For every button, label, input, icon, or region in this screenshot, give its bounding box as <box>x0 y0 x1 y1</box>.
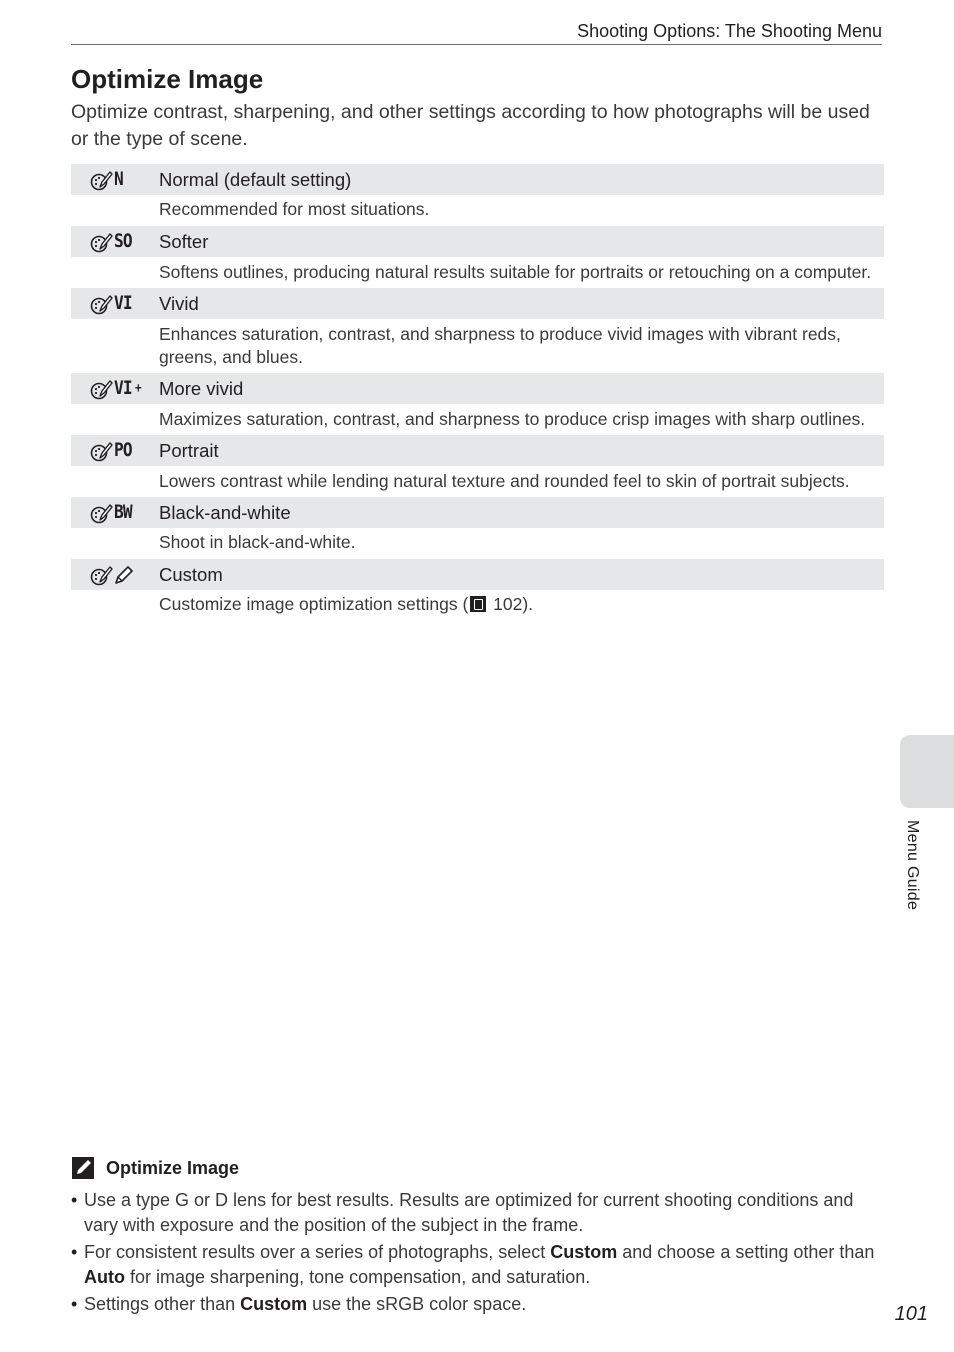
option-name: Vivid <box>159 293 199 314</box>
option-icon <box>89 226 135 257</box>
side-tab-label: Menu Guide <box>904 820 921 911</box>
note-bullet <box>71 1188 886 1238</box>
option-code: VI <box>114 292 132 314</box>
option-description-text: Maximizes saturation, contrast, and sharpness to produce crisp images with sharp outlines. <box>159 409 866 429</box>
option-description-text: Lowers contrast while lending natural texture and rounded feel to skin of portrait subjects. <box>159 471 850 491</box>
option-description <box>71 466 884 497</box>
option-code: SO <box>114 230 132 252</box>
option-description <box>71 528 884 559</box>
option-code: VI <box>114 377 132 399</box>
note-bold-term: Custom <box>240 1294 308 1314</box>
option-icon <box>89 373 142 404</box>
running-header <box>71 18 882 45</box>
option-description <box>71 257 884 288</box>
option-description-tail: 102). <box>488 594 534 614</box>
option-description-text: Customize image optimization settings ( <box>159 594 469 614</box>
page-title: Optimize Image <box>71 64 264 94</box>
note-bullet <box>71 1292 886 1317</box>
option-description-text: Softens outlines, producing natural results suitable for portraits or retouching on a computer. <box>159 262 872 282</box>
option-description-text: Enhances saturation, contrast, and sharpness to produce vivid images with vibrant reds, greens, and blues. <box>159 324 841 367</box>
note-text: For consistent results over a series of photographs, select <box>84 1242 551 1262</box>
pencil-color-icon <box>89 293 113 315</box>
intro-paragraph: Optimize contrast, sharpening, and other settings according to how photographs will be used or the type of scene. <box>71 101 870 150</box>
pencil-color-icon <box>89 502 113 524</box>
option-row-6 <box>71 559 884 590</box>
option-name: More vivid <box>159 378 244 399</box>
pencil-color-icon <box>89 564 113 586</box>
option-row-3 <box>71 373 884 404</box>
note-text: Settings other than <box>84 1294 241 1314</box>
option-description <box>71 404 884 435</box>
option-code: PO <box>114 439 132 461</box>
option-row-2 <box>71 288 884 319</box>
note-text: Use a type G or D lens for best results. Results are optimized for current shooting conditions and vary with exposure and the position of the subject in the frame. <box>84 1190 854 1235</box>
note-bold-term: Auto <box>84 1267 125 1287</box>
option-row-1 <box>71 226 884 257</box>
custom-pencil-icon <box>113 564 135 586</box>
option-description <box>71 319 884 373</box>
option-name: Portrait <box>159 440 219 461</box>
option-code: BW <box>114 501 132 523</box>
note-text: for image sharpening, tone compensation, and saturation. <box>124 1267 591 1287</box>
page-number: 101 <box>894 1303 928 1325</box>
option-description <box>71 195 884 226</box>
option-row-4 <box>71 435 884 466</box>
pencil-color-icon <box>89 378 113 400</box>
note-pencil-icon <box>71 1156 95 1180</box>
option-description-text: Shoot in black-and-white. <box>159 532 356 552</box>
option-name: Softer <box>159 231 209 252</box>
note-text: and choose a setting other than <box>617 1242 875 1262</box>
pencil-color-icon <box>89 440 113 462</box>
note-heading <box>71 1153 239 1183</box>
option-icon <box>89 435 135 466</box>
option-description-text: Recommended for most situations. <box>159 199 430 219</box>
option-icon <box>89 164 124 195</box>
note-bullet <box>71 1240 886 1290</box>
note-bullet-list <box>71 1188 886 1319</box>
note-text: use the sRGB color space. <box>307 1294 527 1314</box>
note-bold-term: Custom <box>550 1242 618 1262</box>
options-table <box>71 164 884 621</box>
side-thumb-tab <box>900 735 954 808</box>
option-icon <box>89 559 135 590</box>
pencil-color-icon <box>89 231 113 253</box>
pencil-color-icon <box>89 169 113 191</box>
option-row-5 <box>71 497 884 528</box>
option-icon <box>89 288 135 319</box>
option-code: N <box>114 168 123 190</box>
option-description <box>71 590 884 621</box>
option-row-0 <box>71 164 884 195</box>
option-icon <box>89 497 135 528</box>
page-reference-icon <box>470 596 486 612</box>
note-title: Optimize Image <box>106 1157 240 1178</box>
option-code-sup: + <box>134 381 141 396</box>
option-name: Black-and-white <box>159 502 291 523</box>
header-section-title: Shooting Options: The Shooting Menu <box>577 21 882 41</box>
option-name: Normal (default setting) <box>159 169 352 190</box>
option-name: Custom <box>159 564 223 585</box>
